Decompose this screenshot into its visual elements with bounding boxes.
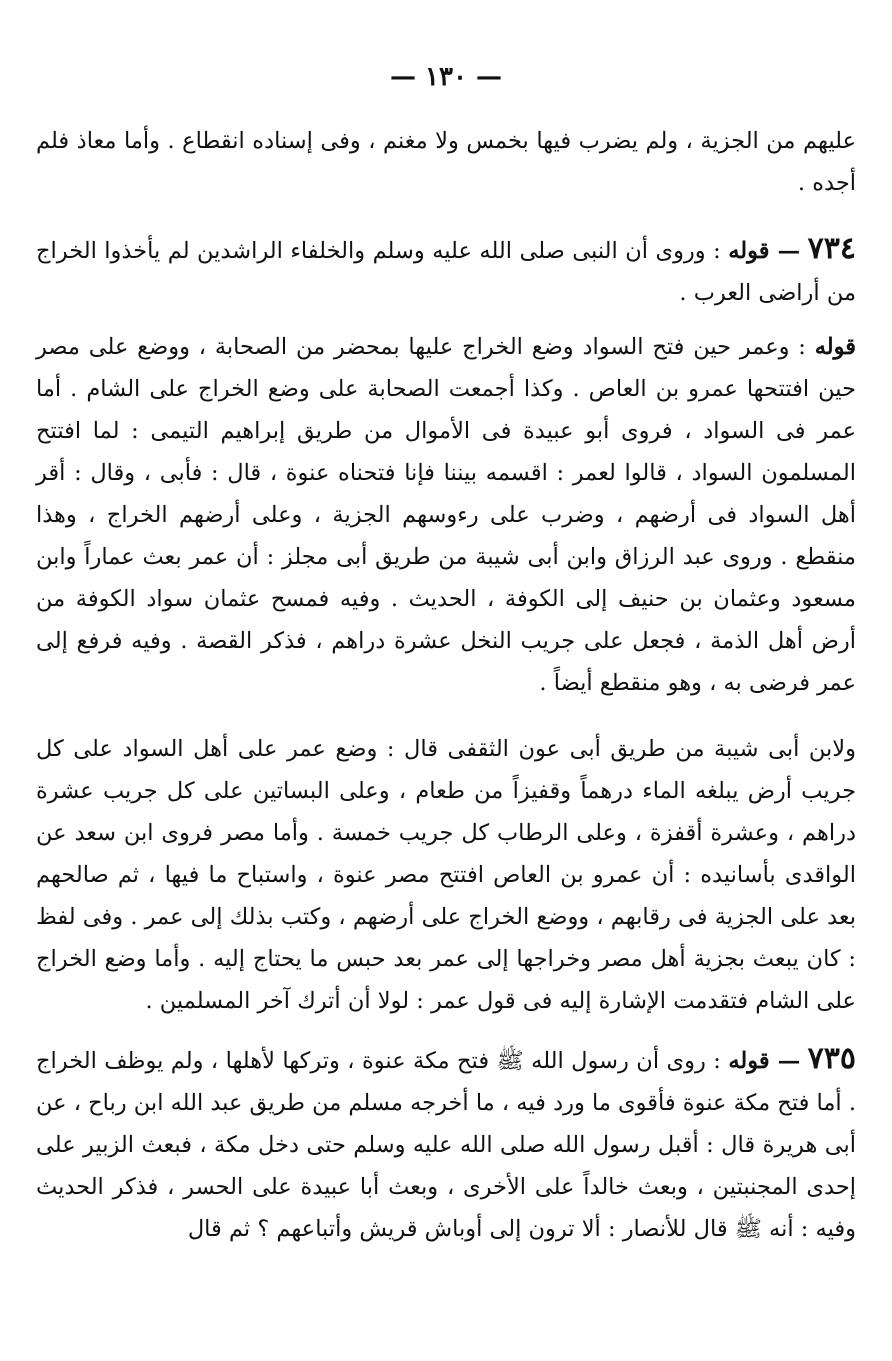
entry-735-paragraph xyxy=(36,1038,856,1250)
entry-number: ٧٣٤ xyxy=(807,231,857,266)
paragraph-text: ولابن أبى شيبة من طريق أبى عون الثقفى قال : وضع عمر على أهل السواد على كل جريب أرض يبلغه الماء درهماً وقفيزاً من طعام ، وعلى البساتين على كل جريب عشرة دراهم ، وعشرة أقفزة ، وعلى الرطاب كل جريب خمسة . وأما مصر فروى ابن سعد عن الواقدى بأسانيده : أن عمرو بن العاص افتتح مصر عنوة ، واستباح ما فيها ، ثم صالحهم بعد على الجزية فى رقابهم ، ووضع الخراج على أرضهم ، وكتب بذلك إلى عمر . وفى لفظ : كان يبعث بجزية أهل مصر وخراجها إلى عمر بعد حبس ما يحتاج إليه . وأما وضع الخراج على الشام فتقدمت الإشارة إليه فى قول عمر : لولا أن أترك آخر المسلمين . xyxy=(36,736,856,1014)
page-number: — ١٣٠ — xyxy=(389,62,503,92)
entry-lead: — قوله xyxy=(728,238,801,264)
ibn-abi-shaybah-paragraph xyxy=(36,728,856,1022)
clause-text: : وعمر حين فتح السواد وضع الخراج عليها بمحضر من الصحابة ، ووضع على مصر حين افتتحها عمرو بن العاص . وكذا أجمعت الصحابة على وضع الخراج على الشام . أما عمر فى السواد ، فروى أبو عبيدة فى الأموال من طريق إبراهيم التيمى : لما افتتح المسلمون السواد ، قالوا لعمر : اقسمه بيننا فإنا فتحناه عنوة ، قال : فأبى ، وقال : أقر أهل السواد فى أرضهم ، وضرب على رءوسهم الجزية ، وعلى أرضهم الخراج ، وهذا منقطع . وروى عبد الرزاق وابن أبى شيبة من طريق أبى مجلز : أن عمر بعث عماراً وابن مسعود وعثمان بن حنيف إلى الكوفة ، الحديث . وفيه فمسح عثمان سواد الكوفة من أرض أهل الذمة ، فجعل على جريب النخل عشرة دراهم ، فذكر القصة . وفيه فرفع إلى عمر فرضى به ، وهو منقطع أيضاً . xyxy=(36,334,856,696)
entry-735 xyxy=(36,1038,856,1250)
entry-734-b-paragraph xyxy=(36,326,856,704)
entry-734-second-clause xyxy=(36,326,856,704)
entry-734 xyxy=(36,228,856,314)
entry-lead: — قوله xyxy=(728,1048,801,1074)
continuation-text: عليهم من الجزية ، ولم يضرب فيها بخمس ولا مغنم ، وفى إسناده انقطاع . وأما معاذ فلم أجده . xyxy=(36,128,856,196)
clause-lead: قوله xyxy=(814,334,856,360)
entry-734-paragraph xyxy=(36,228,856,314)
continuation-paragraph xyxy=(36,120,856,204)
entry-number: ٧٣٥ xyxy=(807,1041,857,1076)
entry-text: : وروى أن النبى صلى الله عليه وسلم والخلفاء الراشدين لم يأخذوا الخراج من أراضى العرب . xyxy=(36,238,856,306)
entry-text: : روى أن رسول الله ﷺ فتح مكة عنوة ، وتركها لأهلها ، ولم يوظف الخراج . أما فتح مكة عنوة فأقوى ما ورد فيه ، ما أخرجه مسلم من طريق عبد الله ابن رباح ، عن أبى هريرة قال : أقبل رسول الله صلى الله عليه وسلم حتى دخل مكة ، فبعث الزبير على إحدى المجنبتين ، وبعث خالداً على الأخرى ، وبعث أبا عبيدة على الحسر ، فذكر الحديث وفيه : أنه ﷺ قال للأنصار : ألا ترون إلى أوباش قريش وأتباعهم ؟ ثم قال xyxy=(36,1048,856,1242)
